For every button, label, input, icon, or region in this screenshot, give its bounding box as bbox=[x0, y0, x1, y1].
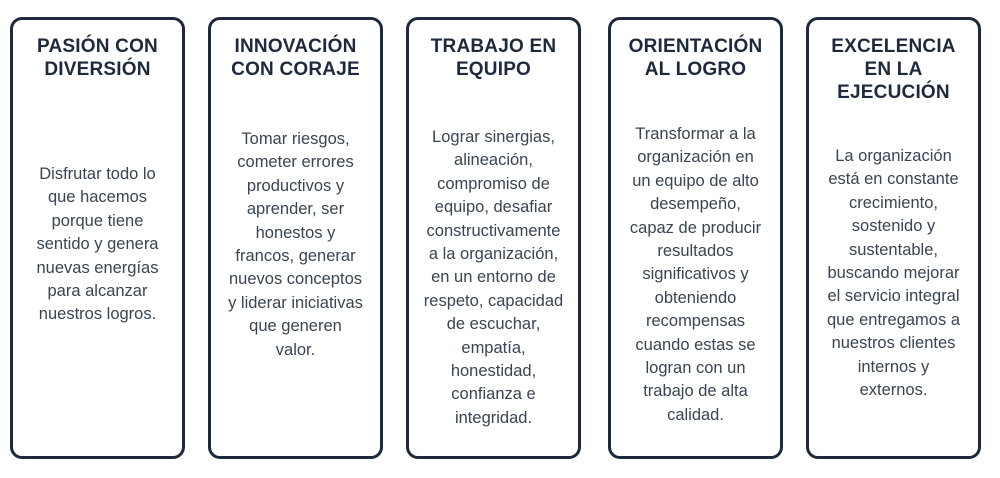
card-title: INNOVACIÓN CON CORAJE bbox=[231, 36, 360, 80]
card-title: TRABAJO EN EQUIPO bbox=[430, 36, 557, 80]
card-title: ORIENTACIÓN AL LOGRO bbox=[628, 36, 763, 80]
card-description: La organización está en constante crecimiento, sostenido y sustentable, buscando mejorar el servicio integral que entregamos a nuestros clientes internos y externos. bbox=[826, 147, 960, 400]
card-description: Disfrutar todo lo que hacemos porque tiene sentido y genera nuevas energías para alcanzar nuestros logros. bbox=[36, 165, 159, 324]
card-description: Transformar a la organización en un equipo de alto desempeño, capaz de producir resultados significativos y obteniendo recompensas cuando estas se logran con un trabajo de alta calidad. bbox=[629, 125, 762, 424]
card-title: EXCELENCIA EN LA EJECUCIÓN bbox=[831, 36, 956, 103]
card-title: PASIÓN CON DIVERSIÓN bbox=[37, 36, 158, 80]
value-card-innovacion-con-coraje bbox=[208, 17, 383, 459]
value-card-orientacion-al-logro bbox=[608, 17, 783, 459]
value-card-excelencia-en-la-ejecucion bbox=[806, 17, 981, 459]
value-card-trabajo-en-equipo bbox=[406, 17, 581, 459]
card-description: Tomar riesgos, cometer errores productivos y aprender, ser honestos y francos, generar nuevos conceptos y liderar iniciativas que generen valor. bbox=[228, 130, 363, 359]
card-description: Lograr sinergias, alineación, compromiso de equipo, desafiar constructivamente a la organización, en un entorno de respeto, capacidad de escuchar, empatía, honestidad, confianza e integridad. bbox=[423, 128, 564, 427]
value-card-pasion-con-diversion bbox=[10, 17, 185, 459]
